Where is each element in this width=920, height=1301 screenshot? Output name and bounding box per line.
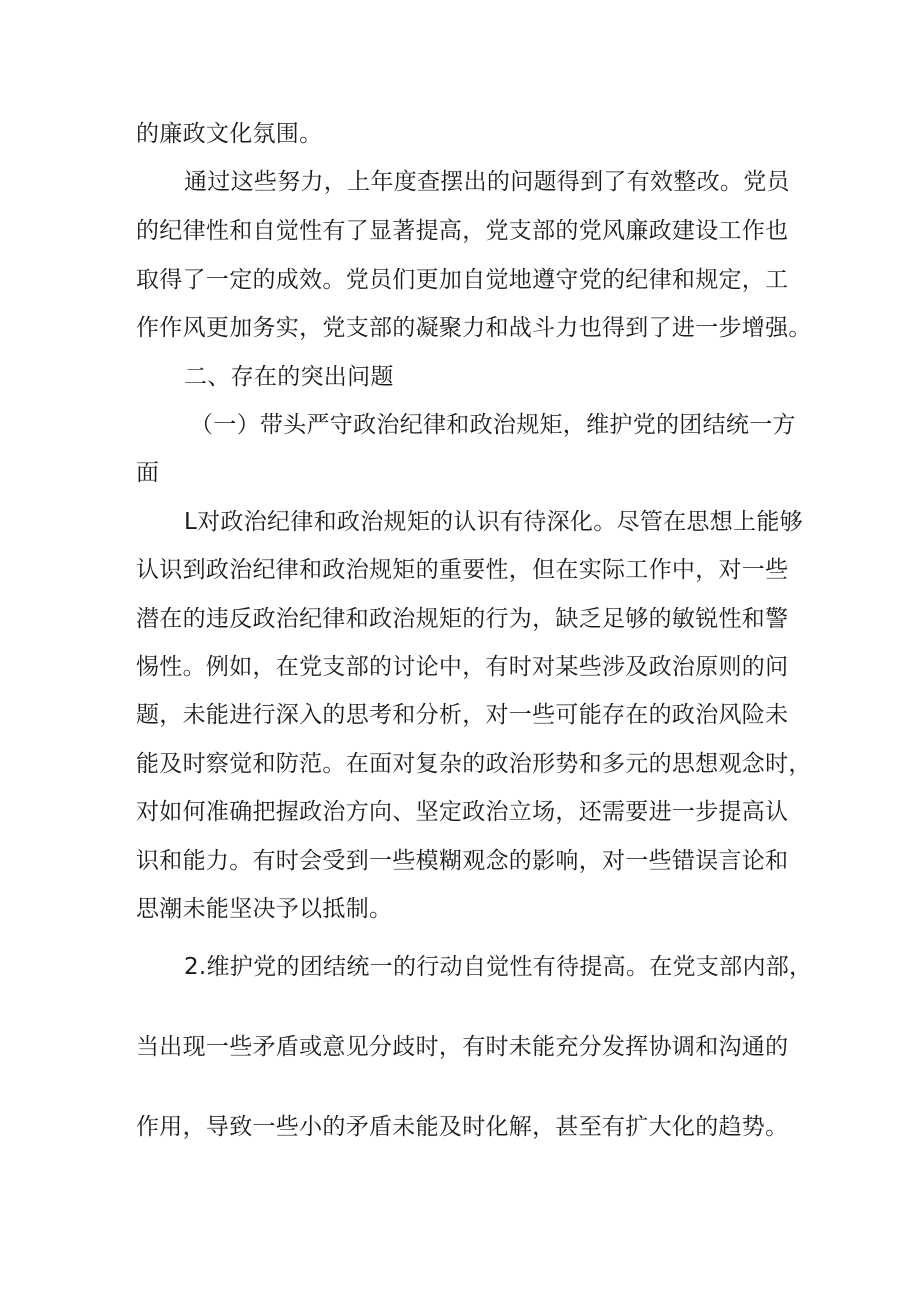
text-line-17: 思潮未能坚决予以抵制。 bbox=[136, 896, 393, 922]
text-line-14: 能及时察觉和防范。在面对复杂的政治形势和多元的思想观念时， bbox=[136, 751, 812, 777]
text-line-12: 惕性。例如，在党支部的讨论中，有时对某些涉及政治原则的问 bbox=[136, 654, 789, 680]
text-line-19: 当出现一些矛盾或意见分歧时，有时未能充分发挥协调和沟通的 bbox=[136, 1034, 789, 1060]
text-line-20: 作用，导致一些小的矛盾未能及时化解，甚至有扩大化的趋势。 bbox=[136, 1114, 789, 1140]
text-line-10: 认识到政治纪律和政治规矩的重要性，但在实际工作中，对一些 bbox=[136, 557, 789, 583]
subsection-heading-line-2: 面 bbox=[136, 460, 160, 486]
text-line-15: 对如何准确把握政治方向、坚定政治立场，还需要进一步提高认 bbox=[136, 799, 789, 825]
text-line-3: 的纪律性和自觉性有了显著提高，党支部的党风廉政建设工作也 bbox=[136, 218, 789, 244]
text-line-5: 作作风更加务实，党支部的凝聚力和战斗力也得到了进一步增强。 bbox=[136, 315, 812, 341]
text-line-18: 2.维护党的团结统一的行动自觉性有待提高。在党支部内部， bbox=[184, 954, 813, 980]
subsection-heading-line-1: （一）带头严守政治纪律和政治规矩，维护党的团结统一方 bbox=[190, 412, 796, 438]
text-line-4: 取得了一定的成效。党员们更加自觉地遵守党的纪律和规定，工 bbox=[136, 267, 789, 293]
text-line-11: 潜在的违反政治纪律和政治规矩的行为，缺乏足够的敏锐性和警 bbox=[136, 606, 789, 632]
text-line-9: L对政治纪律和政治规矩的认识有待深化。尽管在思想上能够 bbox=[184, 509, 803, 535]
section-heading: 二、存在的突出问题 bbox=[184, 364, 394, 390]
text-line-2: 通过这些努力，上年度查摆出的问题得到了有效整改。党员 bbox=[184, 169, 790, 195]
text-line-1: 的廉政文化氛围。 bbox=[136, 121, 323, 147]
text-line-13: 题，未能进行深入的思考和分析，对一些可能存在的政治风险未 bbox=[136, 702, 789, 728]
text-line-16: 识和能力。有时会受到一些模糊观念的影响，对一些错误言论和 bbox=[136, 848, 789, 874]
